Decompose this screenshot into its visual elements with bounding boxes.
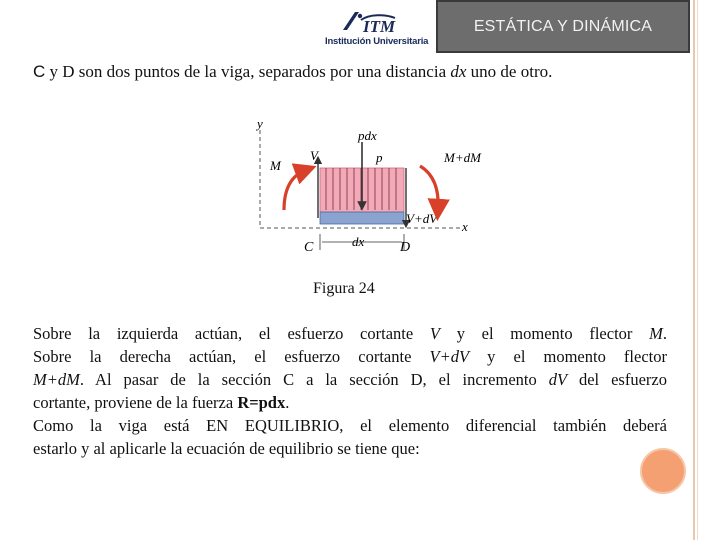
moment-m-dm-arrow xyxy=(420,166,438,210)
itm-logo-mark xyxy=(325,8,435,36)
label-p: p xyxy=(376,150,383,165)
beam-figure xyxy=(240,110,490,260)
beam-element xyxy=(320,212,404,224)
label-pdx: pdx xyxy=(358,128,377,143)
body-line-4: cortante, proviene de la fuerza R=pdx. xyxy=(33,393,290,412)
intro-c-label: C xyxy=(33,62,46,81)
intro-dx: dx xyxy=(450,62,467,81)
label-m-dm: M+dM xyxy=(444,150,481,165)
moment-m-arrow xyxy=(284,170,306,210)
intro-line xyxy=(33,62,552,82)
label-x: x xyxy=(462,219,468,234)
label-dx: dx xyxy=(352,234,365,249)
decorative-circle xyxy=(640,448,686,494)
label-v-dv: V+dV xyxy=(406,211,438,226)
body-line-2: Sobre la derecha actúan, el esfuerzo cortante V+dV y el momento flector xyxy=(33,347,667,366)
body-line-3: M+dM. Al pasar de la sección C a la sección D, el incremento dV del esfuerzo xyxy=(33,370,667,389)
page-title: ESTÁTICA Y DINÁMICA xyxy=(473,18,653,35)
logo-name: ITM xyxy=(363,17,396,36)
intro-text-end: uno de otro. xyxy=(466,62,553,81)
header-banner xyxy=(436,0,690,53)
slide-border-right xyxy=(693,0,695,540)
body-line-5: Como la viga está EN EQUILIBRIO, el elemento diferencial también deberá xyxy=(33,416,667,435)
body-line-6: estarlo y al aplicarle la ecuación de equilibrio se tiene que: xyxy=(33,439,420,458)
label-y: y xyxy=(257,116,263,131)
logo-caption: Institución Universitaria xyxy=(325,36,429,47)
label-v: V xyxy=(310,148,318,163)
body-text xyxy=(33,322,667,460)
beam-diagram xyxy=(240,110,490,260)
body-line-1: Sobre la izquierda actúan, el esfuerzo cortante V y el momento flector M. xyxy=(33,324,667,343)
intro-text: y D son dos puntos de la viga, separados por una distancia xyxy=(45,62,451,81)
slide-border-right-inner xyxy=(697,0,698,540)
label-c: C xyxy=(304,240,314,255)
figure-caption: Figura 24 xyxy=(313,280,375,297)
itm-logo xyxy=(325,8,435,50)
label-m: M xyxy=(270,158,281,173)
label-d: D xyxy=(400,240,411,255)
